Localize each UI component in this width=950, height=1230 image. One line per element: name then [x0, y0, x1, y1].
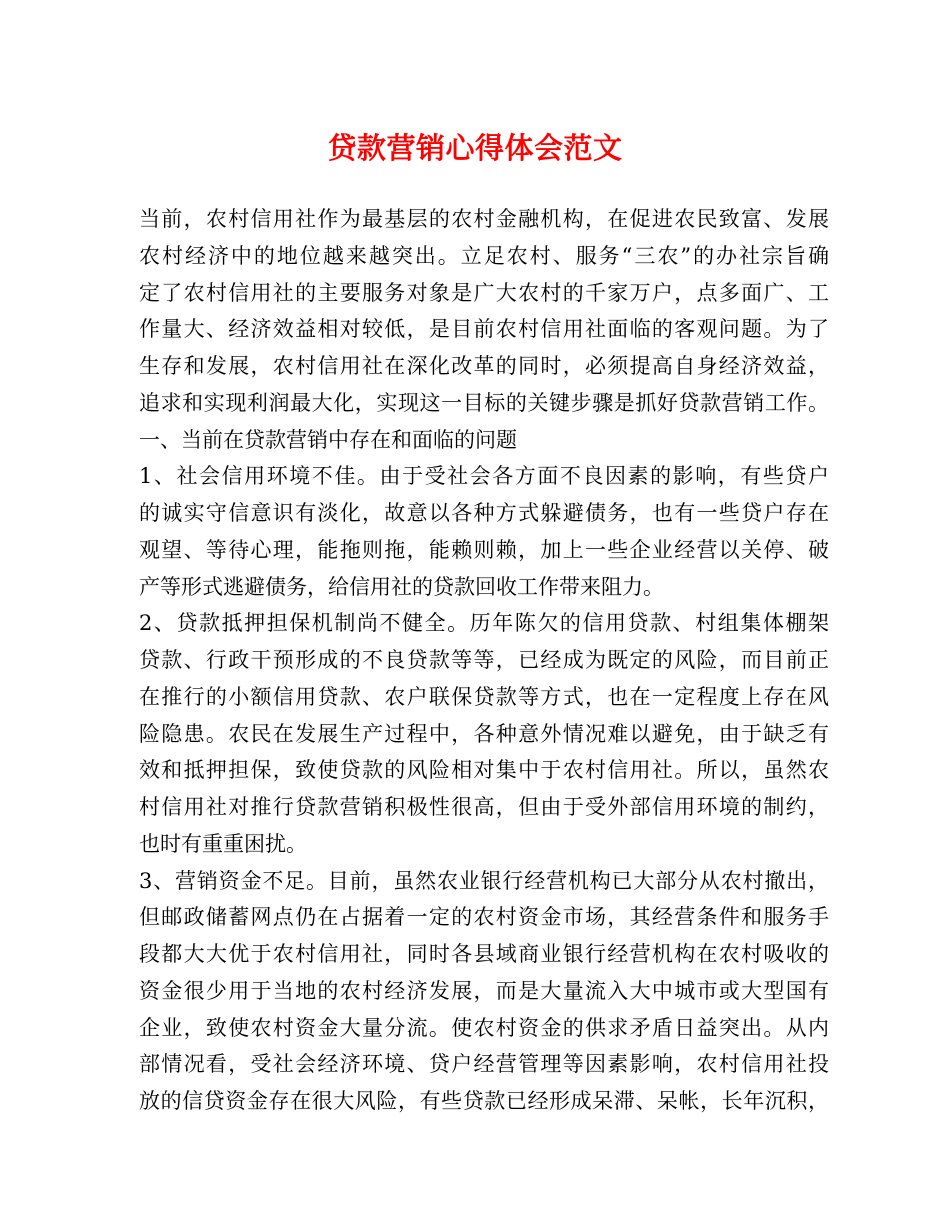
body-line: 效和抵押担保，致使贷款的风险相对集中于农村信用社。所以，虽然农	[139, 758, 829, 783]
body-line: 生存和发展，农村信用社在深化改革的同时，必须提高自身经济效益，	[139, 354, 829, 378]
body-line: 险隐患。农民在发展生产过程中，各种意外情况难以避免，由于缺乏有	[139, 721, 829, 746]
body-line: 部情况看，受社会经济环境、贷户经营管理等因素影响，农村信用社投	[139, 1052, 829, 1077]
body-line: 产等形式逃避债务，给信用社的贷款回收工作带来阻力。	[139, 574, 664, 599]
body-line: 当前，农村信用社作为最基层的农村金融机构，在促进农民致富、发展	[139, 207, 829, 231]
document-title: 贷款营销心得体会范文	[327, 131, 623, 165]
body-line: 作量大、经济效益相对较低，是目前农村信用社面临的客观问题。为了	[139, 317, 829, 342]
body-line: 但邮政储蓄网点仍在占据着一定的农村资金市场，其经营条件和服务手	[139, 905, 829, 930]
body-line: 段都大大优于农村信用社，同时各县域商业银行经营机构在农村吸收的	[139, 942, 829, 966]
document-body	[139, 201, 829, 1120]
body-line: 的诚实守信意识有淡化，故意以各种方式躲避债务，也有一些贷户存在	[139, 501, 829, 525]
body-line: 追求和实现利润最大化，实现这一目标的关键步骤是抓好贷款营销工作。	[139, 390, 829, 415]
body-line: 定了农村信用社的主要服务对象是广大农村的千家万户，点多面广、工	[139, 280, 829, 305]
body-line: 在推行的小额信用贷款、农户联保贷款等方式，也在一定程度上存在风	[139, 684, 829, 709]
body-line: 资金很少用于当地的农村经济发展，而是大量流入大中城市或大型国有	[139, 978, 829, 1003]
body-line: 3、营销资金不足。目前，虽然农业银行经营机构已大部分从农村撤出，	[139, 868, 829, 893]
body-line: 观望、等待心理，能拖则拖，能赖则赖，加上一些企业经营以关停、破	[139, 537, 829, 562]
body-line: 也时有重重困扰。	[139, 831, 307, 856]
section-heading: 一、当前在贷款营销中存在和面临的问题	[139, 427, 517, 452]
body-line: 1、社会信用环境不佳。由于受社会各方面不良因素的影响，有些贷户	[139, 464, 829, 489]
body-line: 农村经济中的地位越来越突出。立足农村、服务“三农”的办社宗旨确	[139, 243, 829, 268]
body-line: 2、贷款抵押担保机制尚不健全。历年陈欠的信用贷款、村组集体棚架	[139, 611, 829, 636]
body-line: 村信用社对推行贷款营销积极性很高，但由于受外部信用环境的制约，	[139, 795, 829, 819]
body-line: 贷款、行政干预形成的不良贷款等等，已经成为既定的风险，而目前正	[139, 648, 829, 672]
body-line: 放的信贷资金存在很大风险，有些贷款已经形成呆滞、呆帐，长年沉积，	[139, 1089, 829, 1113]
body-line: 企业，致使农村资金大量分流。使农村资金的供求矛盾日益突出。从内	[139, 1015, 829, 1040]
